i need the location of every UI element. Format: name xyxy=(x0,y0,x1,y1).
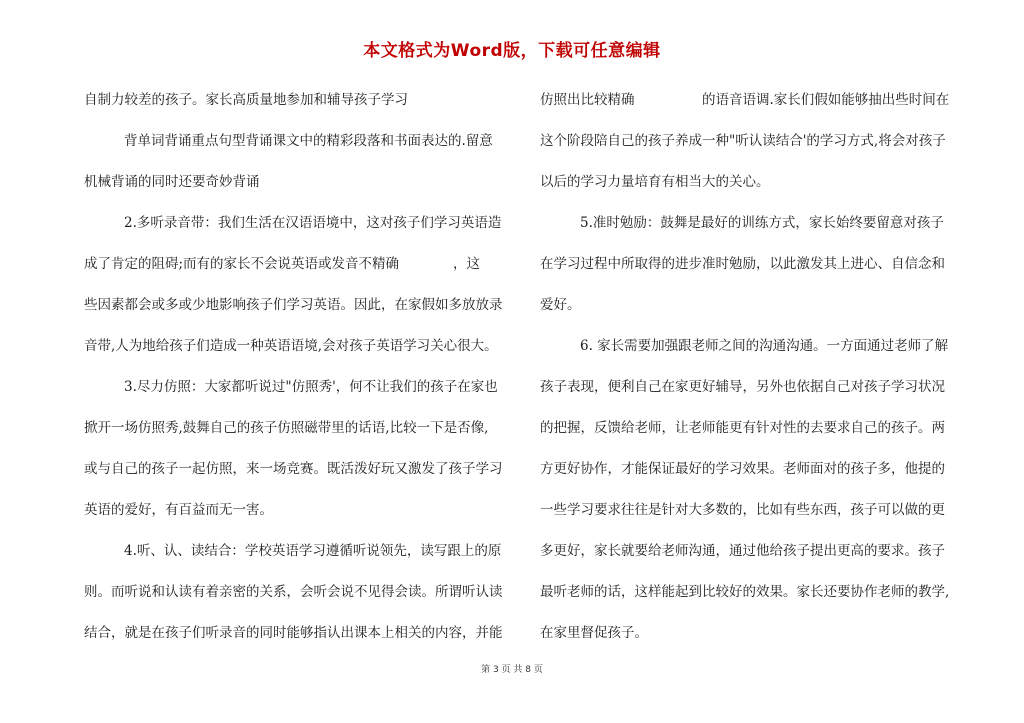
left-text-column xyxy=(84,80,502,654)
text-line: 以后的学习力量培育有相当大的关心。 xyxy=(540,174,770,190)
text-line: 的把握，反馈给老师，让老师能更有针对性的去要求自己的孩子。两 xyxy=(540,420,945,436)
download-banner: 本文格式为Word版，下载可任意编辑 xyxy=(363,41,661,61)
page-number-footer: 第 3 页 共 8 页 xyxy=(481,665,543,675)
text-line: 在家里督促孩子。 xyxy=(540,625,648,641)
text-line: 方更好协作，才能保证最好的学习效果。老师面对的孩子多，他提的 xyxy=(540,461,945,477)
text-line: 6. 家长需要加强跟老师之间的沟通沟通。一方面通过老师了解 xyxy=(580,338,949,354)
text-line: 音带,人为地给孩子们造成一种英语语境,会对孩子英语学习关心很大。 xyxy=(84,338,498,354)
text-line: 则。而听说和认读有着亲密的关系，会听会说不见得会读。所谓听认读 xyxy=(84,584,503,600)
text-line: 成了肯定的阻碍;而有的家长不会说英语或发音不精确 ，这 xyxy=(84,256,481,272)
text-line: 多更好，家长就要给老师沟通，通过他给孩子提出更高的要求。孩子 xyxy=(540,543,945,559)
text-line: 英语的爱好，有百益而无一害。 xyxy=(84,502,273,518)
text-line: 仿照出比较精确 的语音语调.家长们假如能够抽出些时间在 xyxy=(540,92,950,108)
text-line: 3.尽力仿照：大家都听说过"仿照秀'，何不让我们的孩子在家也 xyxy=(124,379,498,395)
text-line: 或与自己的孩子一起仿照，来一场竞赛。既活泼好玩又激发了孩子学习 xyxy=(84,461,503,477)
text-line: 5.准时勉励：鼓舞是最好的训练方式，家长始终要留意对孩子 xyxy=(580,215,944,231)
text-line: 这个阶段陪自己的孩子养成一种"听认读结合'的学习方式,将会对孩子 xyxy=(540,133,946,149)
text-line: 爱好。 xyxy=(540,297,581,313)
text-line: 一些学习要求往往是针对大多数的，比如有些东西，孩子可以做的更 xyxy=(540,502,945,518)
text-line: 掀开一场仿照秀,鼓舞自己的孩子仿照磁带里的话语,比较一下是否像, xyxy=(84,420,489,436)
text-line: 些因素都会或多或少地影响孩子们学习英语。因此，在家假如多放放录 xyxy=(84,297,503,313)
text-line: 2.多听录音带：我们生活在汉语语境中，这对孩子们学习英语造 xyxy=(124,215,502,231)
text-line: 结合，就是在孩子们听录音的同时能够指认出课本上相关的内容，并能 xyxy=(84,625,503,641)
text-line: 4.听、认、读结合：学校英语学习遵循听说领先，读写跟上的原 xyxy=(124,543,502,559)
right-text-column xyxy=(540,80,960,654)
text-line: 自制力较差的孩子。家长高质量地参加和辅导孩子学习 xyxy=(84,92,408,108)
text-line: 机械背诵的同时还要奇妙背诵 xyxy=(84,174,260,190)
text-line: 最听老师的话，这样能起到比较好的效果。家长还要协作老师的教学, xyxy=(540,584,950,600)
text-line: 在学习过程中所取得的进步准时勉励，以此激发其上进心、自信念和 xyxy=(540,256,945,272)
text-line: 背单词背诵重点句型背诵课文中的精彩段落和书面表达的.留意 xyxy=(124,133,493,149)
text-line: 孩子表现，便利自己在家更好辅导，另外也依据自己对孩子学习状况 xyxy=(540,379,945,395)
